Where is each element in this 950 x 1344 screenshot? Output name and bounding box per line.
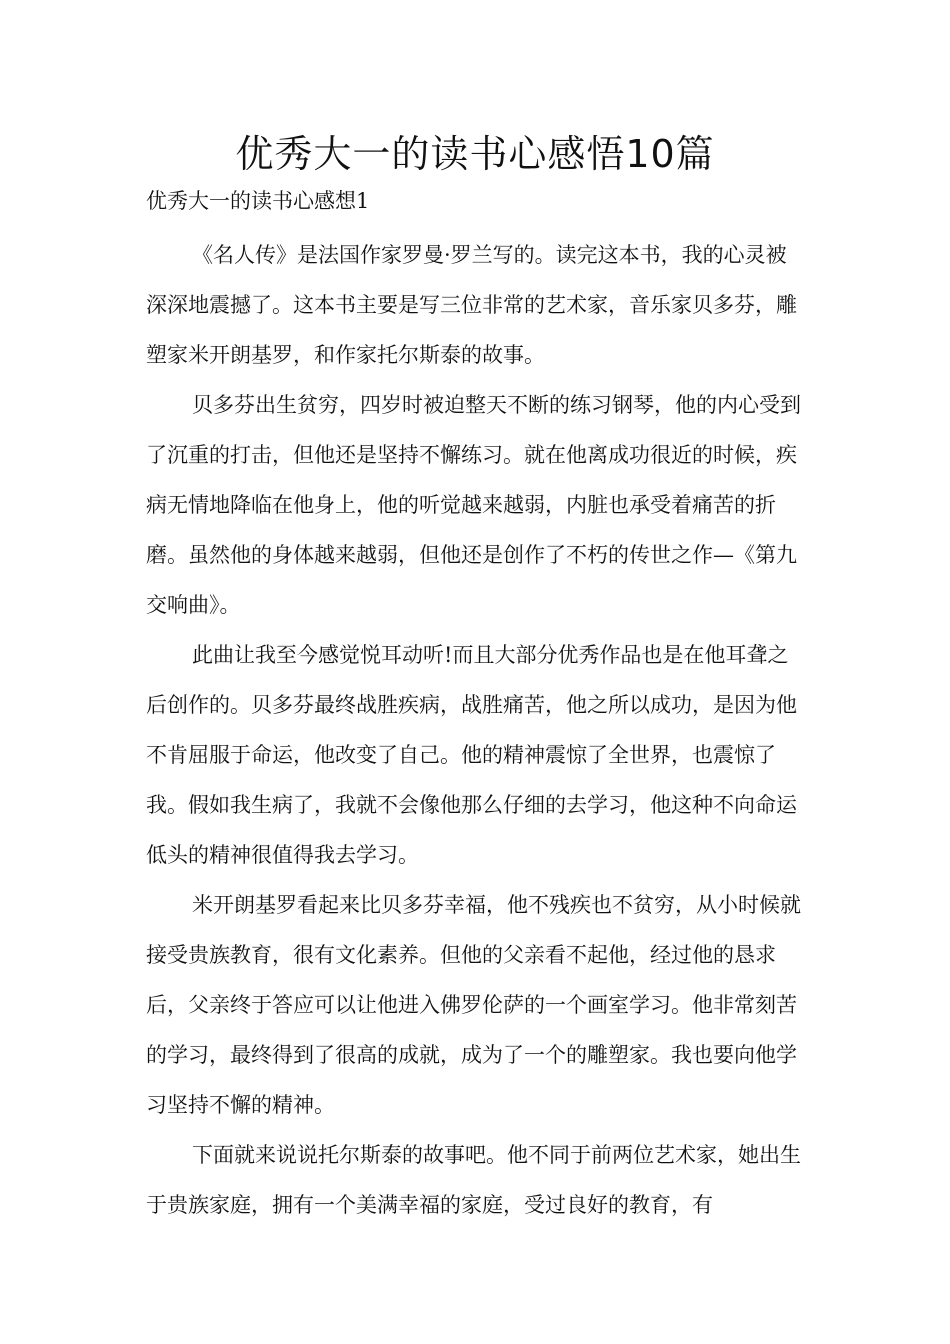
paragraph-2: 贝多芬出生贫穷，四岁时被迫整天不断的练习钢琴，他的内心受到了沉重的打击，但他还是坚持不懈练习。就在他离成功很近的时候，疾病无情地降临在他身上，他的听觉越来越弱，内脏也承受着痛苦的折磨。虽然他的身体越来越弱，但他还是创作了不朽的传世之作—《第九交响曲》。	[146, 393, 801, 617]
section-subtitle: 优秀大一的读书心感想1	[146, 189, 370, 213]
paragraph-4: 米开朗基罗看起来比贝多芬幸福，他不残疾也不贫穷，从小时候就接受贵族教育，很有文化素养。但他的父亲看不起他，经过他的恳求后，父亲终于答应可以让他进入佛罗伦萨的一个画室学习。他非常刻苦的学习，最终得到了很高的成就，成为了一个的雕塑家。我也要向他学习坚持不懈的精神。	[146, 893, 801, 1117]
document-title: 优秀大一的读书心感悟10篇	[235, 132, 715, 176]
paragraph-3: 此曲让我至今感觉悦耳动听!而且大部分优秀作品也是在他耳聋之后创作的。贝多芬最终战胜疾病，战胜痛苦，他之所以成功，是因为他不肯屈服于命运，他改变了自己。他的精神震惊了全世界，也震惊了我。假如我生病了，我就不会像他那么仔细的去学习，他这种不向命运低头的精神很值得我去学习。	[146, 643, 797, 867]
paragraph-5: 下面就来说说托尔斯泰的故事吧。他不同于前两位艺术家，她出生于贵族家庭，拥有一个美满幸福的家庭，受过良好的教育，有	[146, 1143, 801, 1217]
document-body	[146, 230, 806, 1230]
paragraph-1: 《名人传》是法国作家罗曼·罗兰写的。读完这本书，我的心灵被深深地震撼了。这本书主要是写三位非常的艺术家，音乐家贝多芬，雕塑家米开朗基罗，和作家托尔斯泰的故事。	[146, 243, 797, 367]
